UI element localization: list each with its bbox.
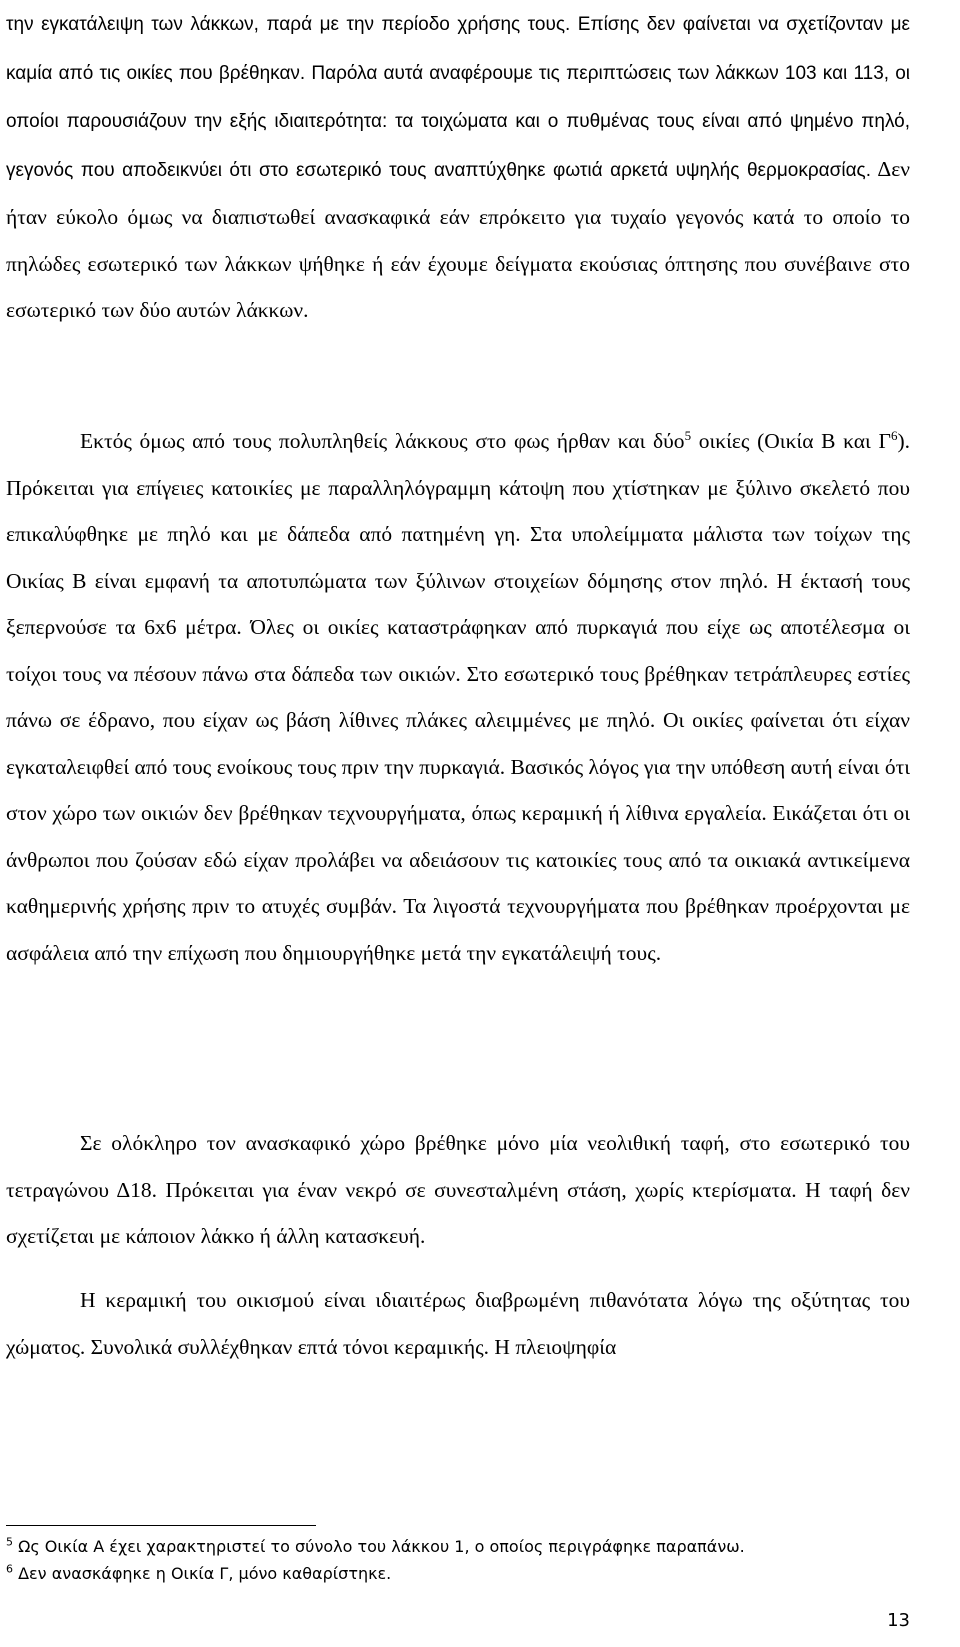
paragraph-4 <box>6 1277 910 1370</box>
p1-line-4: ιδιαιτερότητα: τα τοιχώματα και ο πυθμένας τους είναι από ψημένο πηλό, γεγονός <box>6 111 910 181</box>
footnote-6-text: Δεν ανασκάφηκε η Οικία Γ, μόνο καθαρίστηκε. <box>13 1564 392 1583</box>
footnote-ref-6[interactable]: 6 <box>890 427 898 443</box>
paragraph-1-text <box>6 0 910 334</box>
footnote-5 <box>6 1533 936 1560</box>
footnote-separator <box>6 1525 316 1526</box>
paragraph-3 <box>6 1120 910 1260</box>
footnote-5-number: 5 <box>6 1535 13 1549</box>
p1-line-2: να σχετίζονταν με καμία από τις οικίες που βρέθηκαν. Παρόλα αυτά αναφέρουμε τις <box>6 14 910 84</box>
footnotes <box>6 1533 936 1587</box>
paragraph-2 <box>6 418 910 976</box>
p1-line-3: περιπτώσεις των λάκκων 103 και 113, οι οποίοι παρουσιάζουν την εξής <box>6 62 911 132</box>
p2-part-3: ). Πρόκειται για επίγειες κατοικίες με παραλληλόγραμμη κάτοψη που χτίστηκαν με ξύλινο σκελετό που επικαλύφθηκε με πηλό και με δάπεδα από πατημένη γη. Στα υπολείμματα μάλιστα των τοίχων της Οικίας Β είναι εμφανή τα αποτυπώματα των ξύλινων στοιχείων δόμησης στον πηλό. Η έκτασή τους ξεπερνούσε τα 6x6 μέτρα. Όλες οι οικίες καταστράφηκαν από πυρκαγιά που είχε ως αποτέλεσμα οι τοίχοι τους να πέσουν πάνω στα δάπεδα των οικιών. Στο εσωτερικό τους βρέθηκαν τετράπλευρες εστίες πάνω σε έδρανο, που είχαν ως βάση λίθινες πλάκες αλειμμένες με πηλό. Οι οικίες φαίνεται ότι είχαν εγκαταλειφθεί από τους ενοίκους τους πριν την πυρκαγιά. Βασικός λόγος για την υπόθεση αυτή είναι ότι στον χώρο των οικιών δεν βρέθηκαν τεχνουργήματα, όπως κεραμική ή λίθινα εργαλεία. Εικάζεται ότι οι άνθρωποι που ζούσαν εδώ είχαν προλάβει να αδειάσουν τις κατοικίες τους από τα οικιακά αντικείμενα καθημερινής χρήσης πριν το ατυχές συμβάν. Τα λιγοστά τεχνουργήματα που βρέθηκαν προέρχονται με ασφάλεια από την επίχωση που δημιουργήθηκε μετά την εγκατάλειψή τους. <box>6 429 910 965</box>
footnote-ref-5[interactable]: 5 <box>684 427 692 443</box>
paragraph-3-text: Σε ολόκληρο τον ανασκαφικό χώρο βρέθηκε μόνο μία νεολιθική ταφή, στο εσωτερικό του τετραγώνου Δ18. Πρόκειται για έναν νεκρό σε συνεσταλμένη στάση, χωρίς κτερίσματα. Η ταφή δεν σχετίζεται με κάποιον λάκκο ή άλλη κατασκευή. <box>6 1131 910 1248</box>
footnote-6 <box>6 1560 936 1587</box>
footnote-5-text: Ως Οικία Α έχει χαρακτηριστεί το σύνολο του λάκκου 1, ο οποίος περιγράφηκε παραπάνω. <box>13 1537 745 1556</box>
paragraph-2-text <box>6 418 910 976</box>
paragraph-1 <box>6 0 910 334</box>
p1-line-5: που αποδεικνύει ότι στο εσωτερικό τους αναπτύχθηκε φωτιά αρκετά υψηλής <box>80 159 740 181</box>
p1-tail: Δεν ήταν εύκολο όμως να διαπιστωθεί ανασκαφικά εάν επρόκειτο για τυχαίο γεγονός κατά το οποίο το πηλώδες εσωτερικό των λάκκων ψήθηκε ή εάν έχουμε δείγματα εκούσιας όπτησης που συνέβαινε στο εσωτερικό των δύο αυτών λάκκων. <box>6 156 910 322</box>
p2-part-2: οικίες (Οικία Β και Γ <box>691 429 891 453</box>
page-number: 13 <box>887 1610 910 1631</box>
paragraph-4-text: Η κεραμική του οικισμού είναι ιδιαιτέρως διαβρωμένη πιθανότατα λόγω της οξύτητας του χώματος. Συνολικά συλλέχθηκαν επτά τόνοι κεραμικής. Η πλειοψηφία <box>6 1288 910 1359</box>
p2-part-1: Εκτός όμως από τους πολυπληθείς λάκκους στο φως ήρθαν και δύο <box>80 429 685 453</box>
p1-line-1: την εγκατάλειψη των λάκκων, παρά με την περίοδο χρήσης τους. Επίσης δεν φαίνεται <box>6 14 751 35</box>
p1-line-6: θερμοκρασίας. <box>746 159 871 181</box>
footnote-6-number: 6 <box>6 1562 13 1576</box>
